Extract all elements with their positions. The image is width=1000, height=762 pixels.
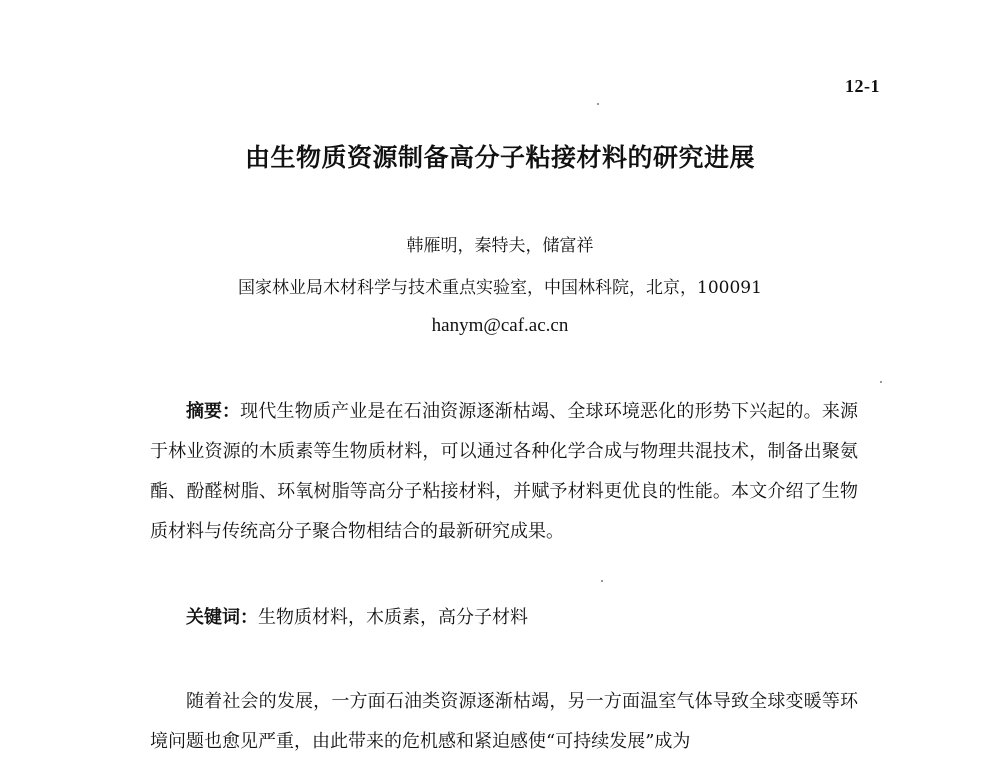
abstract-paragraph: [150, 392, 858, 552]
author-list: 韩雁明，秦特夫，储富祥: [406, 236, 594, 256]
scan-speck: [601, 580, 603, 582]
contact-email: hanym@caf.ac.cn: [431, 315, 569, 336]
abstract-label: 摘要：: [186, 401, 240, 422]
scan-speck: [597, 103, 599, 105]
keywords-label: 关键词：: [186, 607, 258, 628]
page-number: 12-1: [845, 76, 880, 96]
body-paragraph: 随着社会的发展，一方面石油类资源逐渐枯竭，另一方面温室气体导致全球变暖等环境问题也愈见严重，由此带来的危机感和紧迫感使“可持续发展”成为: [150, 691, 858, 752]
abstract-text: 现代生物质产业是在石油资源逐渐枯竭、全球环境恶化的形势下兴起的。来源于林业资源的木质素等生物质材料，可以通过各种化学合成与物理共混技术，制备出聚氨酯、酚醛树脂、环氧树脂等高分子粘接材料，并赋予材料更优良的性能。本文介绍了生物质材料与传统高分子聚合物相结合的最新研究成果。: [150, 401, 858, 542]
paper-title: 由生物质资源制备高分子粘接材料的研究进展: [244, 143, 755, 172]
scan-speck: [880, 381, 882, 383]
keywords-line: [186, 603, 528, 629]
keywords-text: 生物质材料，木质素，高分子材料: [258, 607, 528, 628]
author-affiliation: 国家林业局木材科学与技术重点实验室，中国林科院，北京，100091: [238, 278, 762, 298]
